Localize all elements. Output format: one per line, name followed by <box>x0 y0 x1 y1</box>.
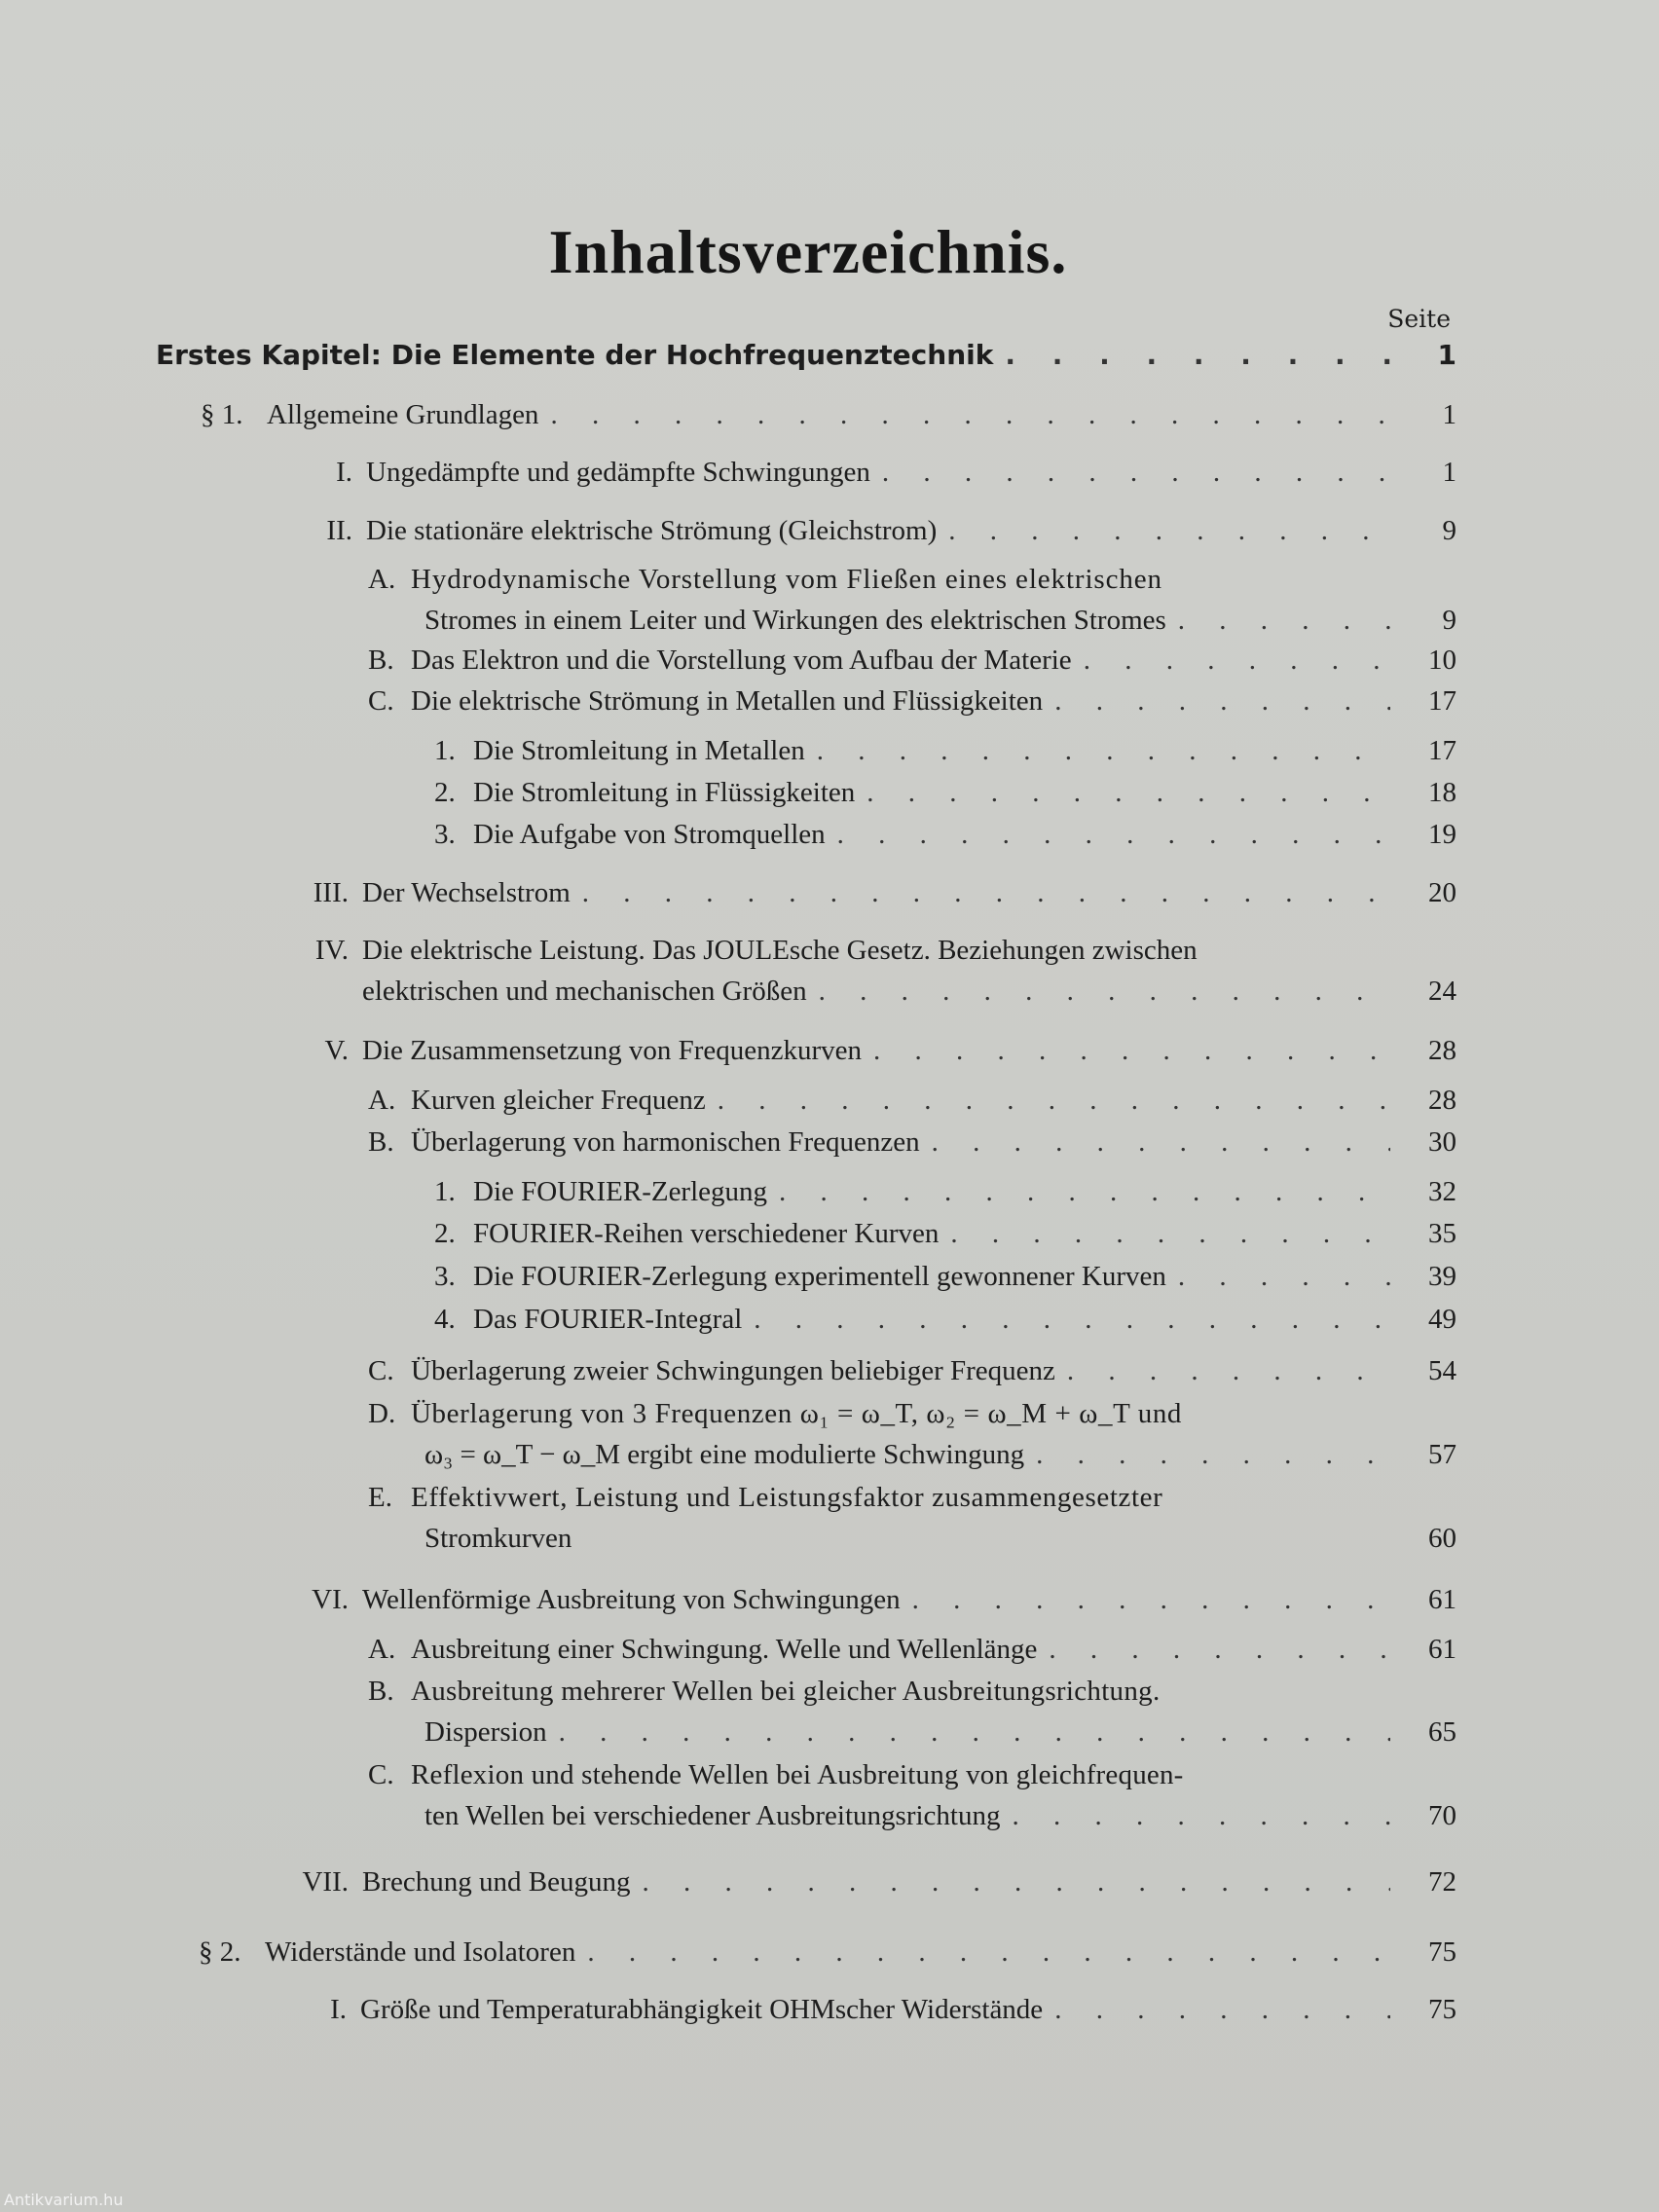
toc-number: VII. <box>302 1866 349 1898</box>
toc-entry <box>434 1256 1456 1297</box>
toc-number: B. <box>368 1126 394 1158</box>
page-title: Inhaltsverzeichnis. <box>548 217 1068 286</box>
toc-entry <box>368 1350 1456 1391</box>
toc-entry <box>434 1213 1456 1254</box>
toc-page: 54 <box>1428 1355 1456 1386</box>
toc-text: Die Aufgabe von Stromquellen <box>473 819 826 850</box>
toc-entry <box>368 640 1456 681</box>
toc-text: Das FOURIER-Integral <box>473 1304 743 1335</box>
toc-text: Ausbreitung einer Schwingung. Welle und Wellenlänge <box>411 1634 1038 1665</box>
toc-text: Ungedämpfte und gedämpfte Schwingungen <box>366 457 870 488</box>
toc-page: 20 <box>1428 877 1456 908</box>
toc-page: 61 <box>1428 1634 1456 1665</box>
toc-number: 4. <box>434 1304 456 1335</box>
toc-number: 1. <box>434 1176 456 1207</box>
watermark: Antikvarium.hu <box>4 2191 124 2209</box>
toc-entry <box>288 1579 1456 1620</box>
toc-text: Wellenförmige Ausbreitung von Schwingungen <box>362 1584 901 1615</box>
toc-number: VI. <box>312 1584 349 1615</box>
toc-page: 24 <box>1428 976 1456 1007</box>
toc-number: A. <box>368 1634 396 1665</box>
toc-entry <box>368 1393 1456 1475</box>
toc-page: 60 <box>1428 1523 1456 1554</box>
toc-entry <box>201 394 1456 435</box>
toc-text-continued: ten Wellen bei verschiedener Ausbreitungsrichtung <box>424 1800 1001 1831</box>
toc-entry <box>434 730 1456 771</box>
toc-page: 19 <box>1428 819 1456 850</box>
toc-page: 72 <box>1428 1866 1456 1898</box>
toc-text: Die Elemente der Hochfrequenztechnik <box>390 339 994 371</box>
toc-page: 39 <box>1428 1261 1456 1292</box>
toc-number: III. <box>313 877 349 908</box>
toc-page: 1 <box>1442 399 1456 430</box>
toc-number: Erstes Kapitel: <box>156 339 382 371</box>
toc-text: Hydrodynamische Vorstellung vom Fließen eines elektrischen <box>411 564 1162 595</box>
toc-number: 3. <box>434 819 456 850</box>
toc-page: 75 <box>1428 1936 1456 1968</box>
toc-page: 35 <box>1428 1218 1456 1249</box>
toc-entry <box>368 681 1456 721</box>
toc-entry <box>368 1671 1456 1752</box>
toc-number: I. <box>336 457 352 488</box>
toc-entry <box>288 872 1456 913</box>
toc-page: 70 <box>1428 1800 1456 1831</box>
toc-number: § 2. <box>199 1936 241 1968</box>
toc-page: 17 <box>1428 735 1456 766</box>
toc-page: 17 <box>1428 685 1456 717</box>
toc-text: Reflexion und stehende Wellen bei Ausbreitung von gleichfrequen- <box>411 1759 1184 1790</box>
toc-number: 2. <box>434 1218 456 1249</box>
toc-text: Die Zusammensetzung von Frequenzkurven <box>362 1035 862 1066</box>
toc-entry <box>368 1477 1456 1559</box>
toc-text-continued: Dispersion <box>424 1716 547 1748</box>
toc-text: Widerstände und Isolatoren <box>265 1936 576 1968</box>
toc-page: 61 <box>1428 1584 1456 1615</box>
toc-number: I. <box>330 1994 347 2025</box>
toc-number: II. <box>326 515 352 546</box>
toc-text: Die FOURIER-Zerlegung <box>473 1176 768 1207</box>
toc-entry <box>292 1989 1456 2030</box>
toc-text: Überlagerung von 3 Frequenzen ω₁ = ω_T, ω₂ = ω_M + ω_T und <box>411 1398 1183 1429</box>
toc-number: IV. <box>314 935 349 966</box>
toc-entry <box>368 1122 1456 1162</box>
toc-entry <box>199 1932 1456 1972</box>
toc-entry <box>282 1862 1456 1902</box>
toc-number: V. <box>324 1035 349 1066</box>
toc-page: 32 <box>1428 1176 1456 1207</box>
toc-number: A. <box>368 1085 396 1116</box>
toc-text: Die stationäre elektrische Strömung (Gleichstrom) <box>366 515 938 546</box>
toc-number: 2. <box>434 777 456 808</box>
toc-page: 30 <box>1428 1126 1456 1158</box>
toc-text: Die elektrische Leistung. Das JOULEsche Gesetz. Beziehungen zwischen <box>362 935 1198 966</box>
toc-number: C. <box>368 1759 394 1790</box>
toc-text: Größe und Temperaturabhängigkeit OHMscher Widerstände <box>360 1994 1044 2025</box>
toc-page: 57 <box>1428 1439 1456 1470</box>
toc-entry <box>292 510 1456 551</box>
toc-page: 1 <box>1437 339 1456 371</box>
toc-text: Allgemeine Grundlagen <box>267 399 539 430</box>
toc-text: Kurven gleicher Frequenz <box>411 1085 706 1116</box>
toc-text: Die Stromleitung in Flüssigkeiten <box>473 777 856 808</box>
toc-entry <box>434 814 1456 855</box>
toc-number: C. <box>368 685 394 717</box>
page-column-label: Seite <box>1387 305 1451 333</box>
toc-page: 18 <box>1428 777 1456 808</box>
toc-page: 49 <box>1428 1304 1456 1335</box>
toc-text: Das Elektron und die Vorstellung vom Aufbau der Materie <box>411 645 1072 676</box>
toc-text-continued: Stromes in einem Leiter und Wirkungen des elektrischen Stromes <box>424 605 1166 636</box>
toc-entry <box>434 1171 1456 1212</box>
toc-number: E. <box>368 1482 392 1513</box>
toc-text-continued: Stromkurven <box>424 1523 572 1554</box>
toc-number: B. <box>368 645 394 676</box>
toc-entry <box>434 1299 1456 1340</box>
toc-text-continued: elektrischen und mechanischen Größen <box>362 976 807 1007</box>
toc-entry <box>434 772 1456 813</box>
toc-entry <box>292 452 1456 493</box>
toc-number: 3. <box>434 1261 456 1292</box>
toc-number: C. <box>368 1355 394 1386</box>
toc-text-continued: ω₃ = ω_T − ω_M ergibt eine modulierte Schwingung <box>424 1439 1025 1470</box>
toc-text: Ausbreitung mehrerer Wellen bei gleicher Ausbreitungsrichtung. <box>411 1676 1161 1707</box>
toc-entry-chapter <box>156 335 1456 376</box>
toc-page: 10 <box>1428 645 1456 676</box>
toc-text: Die FOURIER-Zerlegung experimentell gewonnener Kurven <box>473 1261 1166 1292</box>
toc-text: Überlagerung von harmonischen Frequenzen <box>411 1126 920 1158</box>
toc-page: 28 <box>1428 1085 1456 1116</box>
toc-number: A. <box>368 564 396 595</box>
toc-entry <box>368 1754 1456 1836</box>
toc-text: Der Wechselstrom <box>362 877 571 908</box>
toc-text: Die elektrische Strömung in Metallen und Flüssigkeiten <box>411 685 1044 717</box>
toc-entry <box>368 559 1456 641</box>
toc-number: § 1. <box>201 399 243 430</box>
toc-text: Überlagerung zweier Schwingungen beliebiger Frequenz <box>411 1355 1055 1386</box>
toc-entry <box>368 1080 1456 1121</box>
toc-page: 65 <box>1428 1716 1456 1748</box>
toc-entry <box>288 930 1456 1012</box>
toc-page: 28 <box>1428 1035 1456 1066</box>
toc-number: 1. <box>434 735 456 766</box>
toc-number: B. <box>368 1676 394 1707</box>
toc-number: D. <box>368 1398 396 1429</box>
toc-page: 75 <box>1428 1994 1456 2025</box>
toc-text: FOURIER-Reihen verschiedener Kurven <box>473 1218 940 1249</box>
toc-text: Brechung und Beugung <box>362 1866 631 1898</box>
toc-entry <box>368 1629 1456 1670</box>
toc-page: 1 <box>1442 457 1456 488</box>
toc-page: 9 <box>1442 605 1456 636</box>
toc-text: Effektivwert, Leistung und Leistungsfaktor zusammengesetzter <box>411 1482 1163 1513</box>
toc-entry <box>288 1030 1456 1071</box>
toc-text: Die Stromleitung in Metallen <box>473 735 805 766</box>
toc-page: 9 <box>1442 515 1456 546</box>
